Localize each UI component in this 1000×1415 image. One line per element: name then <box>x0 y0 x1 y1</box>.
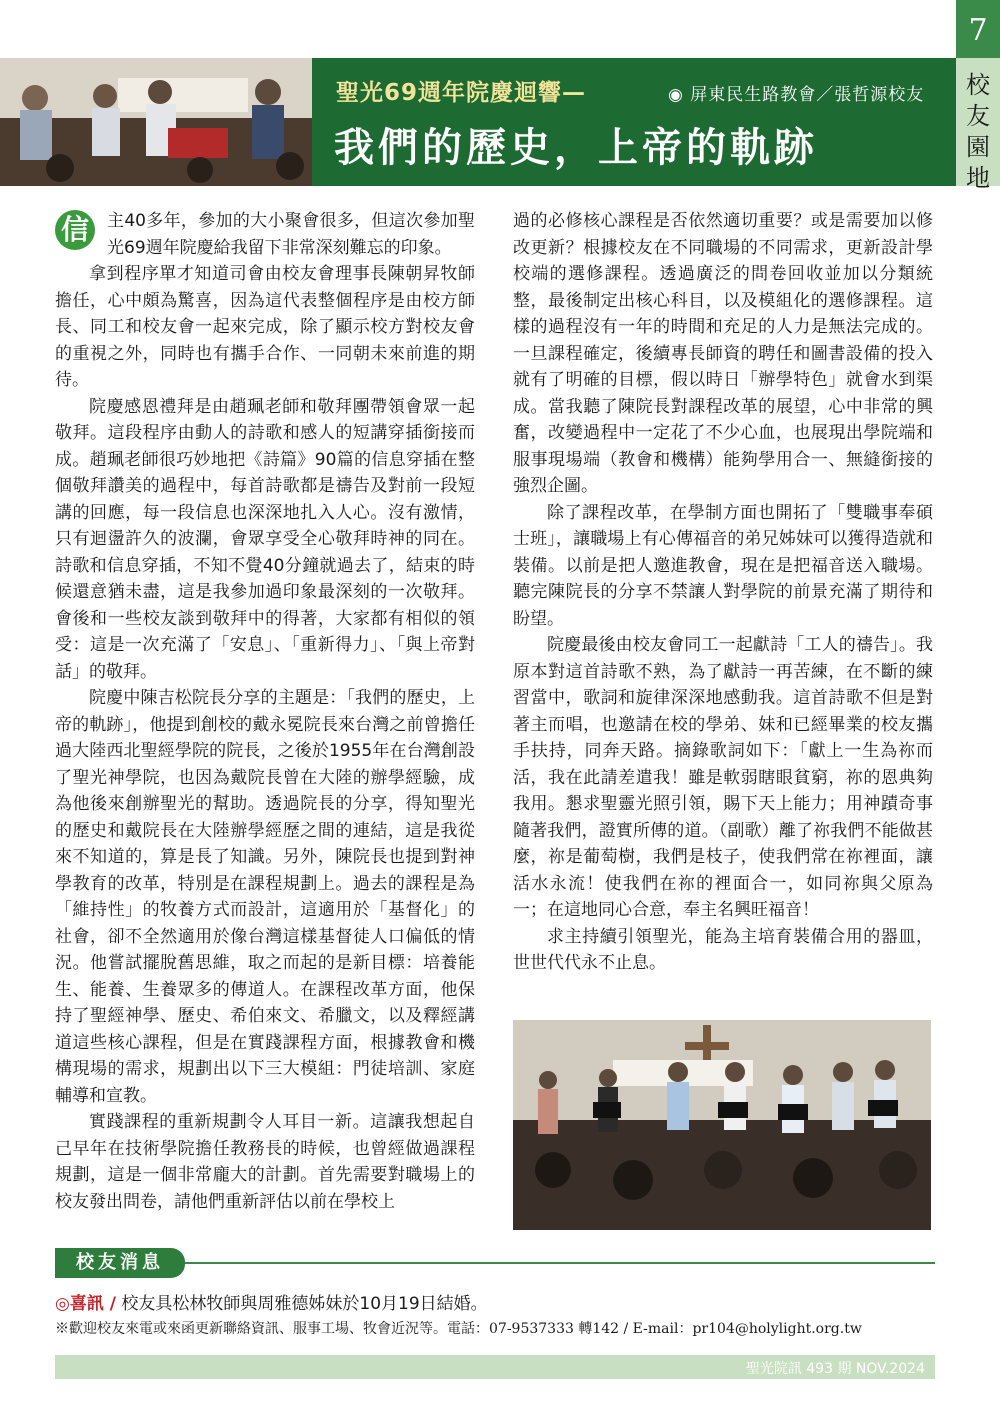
choir-photo <box>513 1020 931 1230</box>
article-left-column <box>55 208 475 1215</box>
paragraph: 實踐課程的重新規劃令人耳目一新。這讓我想起自己早年在技術學院擔任教務長的時候，也曾經做過課程規劃，這是一個非常龐大的計劃。首先需要對職場上的校友發出問卷，請他們重新評估以前在學校上 <box>55 1112 475 1212</box>
dropcap: 信 <box>55 210 95 250</box>
paragraph: 求主持續引領聖光，能為主培育裝備合用的器皿，世世代代永不止息。 <box>513 926 933 973</box>
paragraph: 除了課程改革，在學制方面也開拓了「雙職事奉碩士班」，讓職場上有心傳福音的弟兄姊妹可以獲得造就和裝備。以前是把人邀進教會，現在是把福音送入職場。聽完陳院長的分享不禁讓人對學院的前景充滿了期待和盼望。 <box>513 502 933 629</box>
news-item <box>55 1289 488 1314</box>
news-tag: ◎喜訊 / <box>55 1294 116 1314</box>
paragraph: 院慶最後由校友會同工一起獻詩「工人的禱告」。我原本對這首詩歌不熟，為了獻詩一再苦練，在不斷的練習當中，歌詞和旋律深深地感動我。這首詩歌不但是對著主而唱，也邀請在校的學弟、妹和已經畢業的校友攜手扶持，同奔天路。摘錄歌詞如下：「獻上一生為祢而活，我在此請差遣我！雖是軟弱瞎眼貧窮，祢的恩典夠我用。懇求聖靈光照引領，賜下天上能力；用神蹟奇事隨著我們，證實所傳的道。（副歌）離了祢我們不能做甚麼，祢是葡萄樹，我們是枝子，使我們常在祢裡面，讓活水永流！使我們在祢的裡面合一，如同祢與父原為一；在這地同心合意，奉主名興旺福音！ <box>513 635 933 920</box>
header-photo <box>0 58 312 186</box>
contact-note: ※歡迎校友來電或來函更新聯絡資訊、服事工場、牧會近況等。電話：07-9537333 轉142 / E-mail：pr104@holylight.org.tw <box>55 1321 862 1337</box>
paragraph: 院慶感恩禮拜是由趙珮老師和敬拜團帶領會眾一起敬拜。這段程序由動人的詩歌和感人的短講穿插銜接而成。趙珮老師很巧妙地把《詩篇》90篇的信息穿插在整個敬拜讚美的過程中，每首詩歌都是禱告及對前一段短講的回應，每一段信息也深深地扎入人心。沒有激情，只有迴盪許久的波瀾，會眾享受全心敬拜時神的同在。詩歌和信息穿插，不知不覺40分鐘就過去了，結束的時候還意猶未盡，這是我參加過印象最深刻的一次敬拜。會後和一些校友談到敬拜中的得著，大家都有相似的領受：這是一次充滿了「安息」、「重新得力」、「與上帝對話」的敬拜。 <box>55 396 475 682</box>
article-right-column <box>513 208 933 977</box>
paragraph: 院慶中陳吉松院長分享的主題是：「我們的歷史，上帝的軌跡」，他提到創校的戴永冕院長來台灣之前曾擔任過大陸西北聖經學院的院長，之後於1955年在台灣創設了聖光神學院，也因為戴院長曾在大陸的辦學經驗，成為他後來創辦聖光的幫助。透過院長的分享，得知聖光的歷史和戴院長在大陸辦學經歷之間的連結，這是我從來不知道的，算是長了知識。另外，陳院長也提到對神學教育的改革，特別是在課程規劃上。過去的課程是為「維持性」的牧養方式而設計，這適用於「基督化」的社會，卻不全然適用於像台灣這樣基督徒人口偏低的情況。他嘗試擺脫舊思維，取之而起的是新目標：培養能生、能養、生養眾多的傳道人。在課程改革方面，他保持了聖經神學、歷史、希伯來文、希臘文，以及釋經講道這些核心課程，但是在實踐課程方面，根據教會和機構現場的需求，規劃出以下三大模組：門徒培訓、家庭輔導和宣教。 <box>55 688 475 1106</box>
page-number: 7 <box>956 0 1000 58</box>
news-text: 校友具松林牧師與周雅德姊妹於10月19日結婚。 <box>121 1294 488 1314</box>
article-subtitle: 聖光69週年院慶迴響— <box>336 80 587 106</box>
footer-issue: 聖光院訊 493 期 NOV.2024 <box>745 1361 925 1377</box>
article-title: 我們的歷史，上帝的軌跡 <box>334 125 818 171</box>
choir-photo-illustration <box>513 1020 931 1230</box>
news-section-label: 校友消息 <box>55 1248 185 1278</box>
section-title: 校友園地 <box>966 71 990 192</box>
paragraph: 過的必修核心課程是否依然適切重要？或是需要加以修改更新？根據校友在不同職場的不同需求，更新設計學校端的選修課程。透過廣泛的問卷回收並加以分類統整，最後制定出核心科目，以及模組化的選修課程。這樣的過程沒有一年的時間和充足的人力是無法完成的。一旦課程確定，後續專長師資的聘任和圖書設備的投入就有了明確的目標，假以時日「辦學特色」就會水到渠成。當我聽了陳院長對課程改革的展望，心中非常的興奮，改變過程中一定花了不少心血，也展現出學院端和服事現場端（教會和機構）能夠學用合一、無縫銜接的強烈企圖。 <box>513 211 933 496</box>
paragraph: 拿到程序單才知道司會由校友會理事長陳朝昇牧師擔任，心中頗為驚喜，因為這代表整個程序是由校方師長、同工和校友會一起來完成，除了顯示校方對校友會的重視之外，同時也有攜手合作、一同朝未來前進的期待。 <box>55 264 475 390</box>
sidebar <box>956 0 1000 1415</box>
paragraph: 信 主40多年，參加的大小聚會很多，但這次參加聖光69週年院慶給我留下非常深刻難忘的印象。 <box>55 208 475 261</box>
article-author: ◉ 屏東民生路教會／張哲源校友 <box>668 85 925 105</box>
worship-photo-illustration <box>0 58 312 186</box>
news-divider <box>55 1262 935 1264</box>
